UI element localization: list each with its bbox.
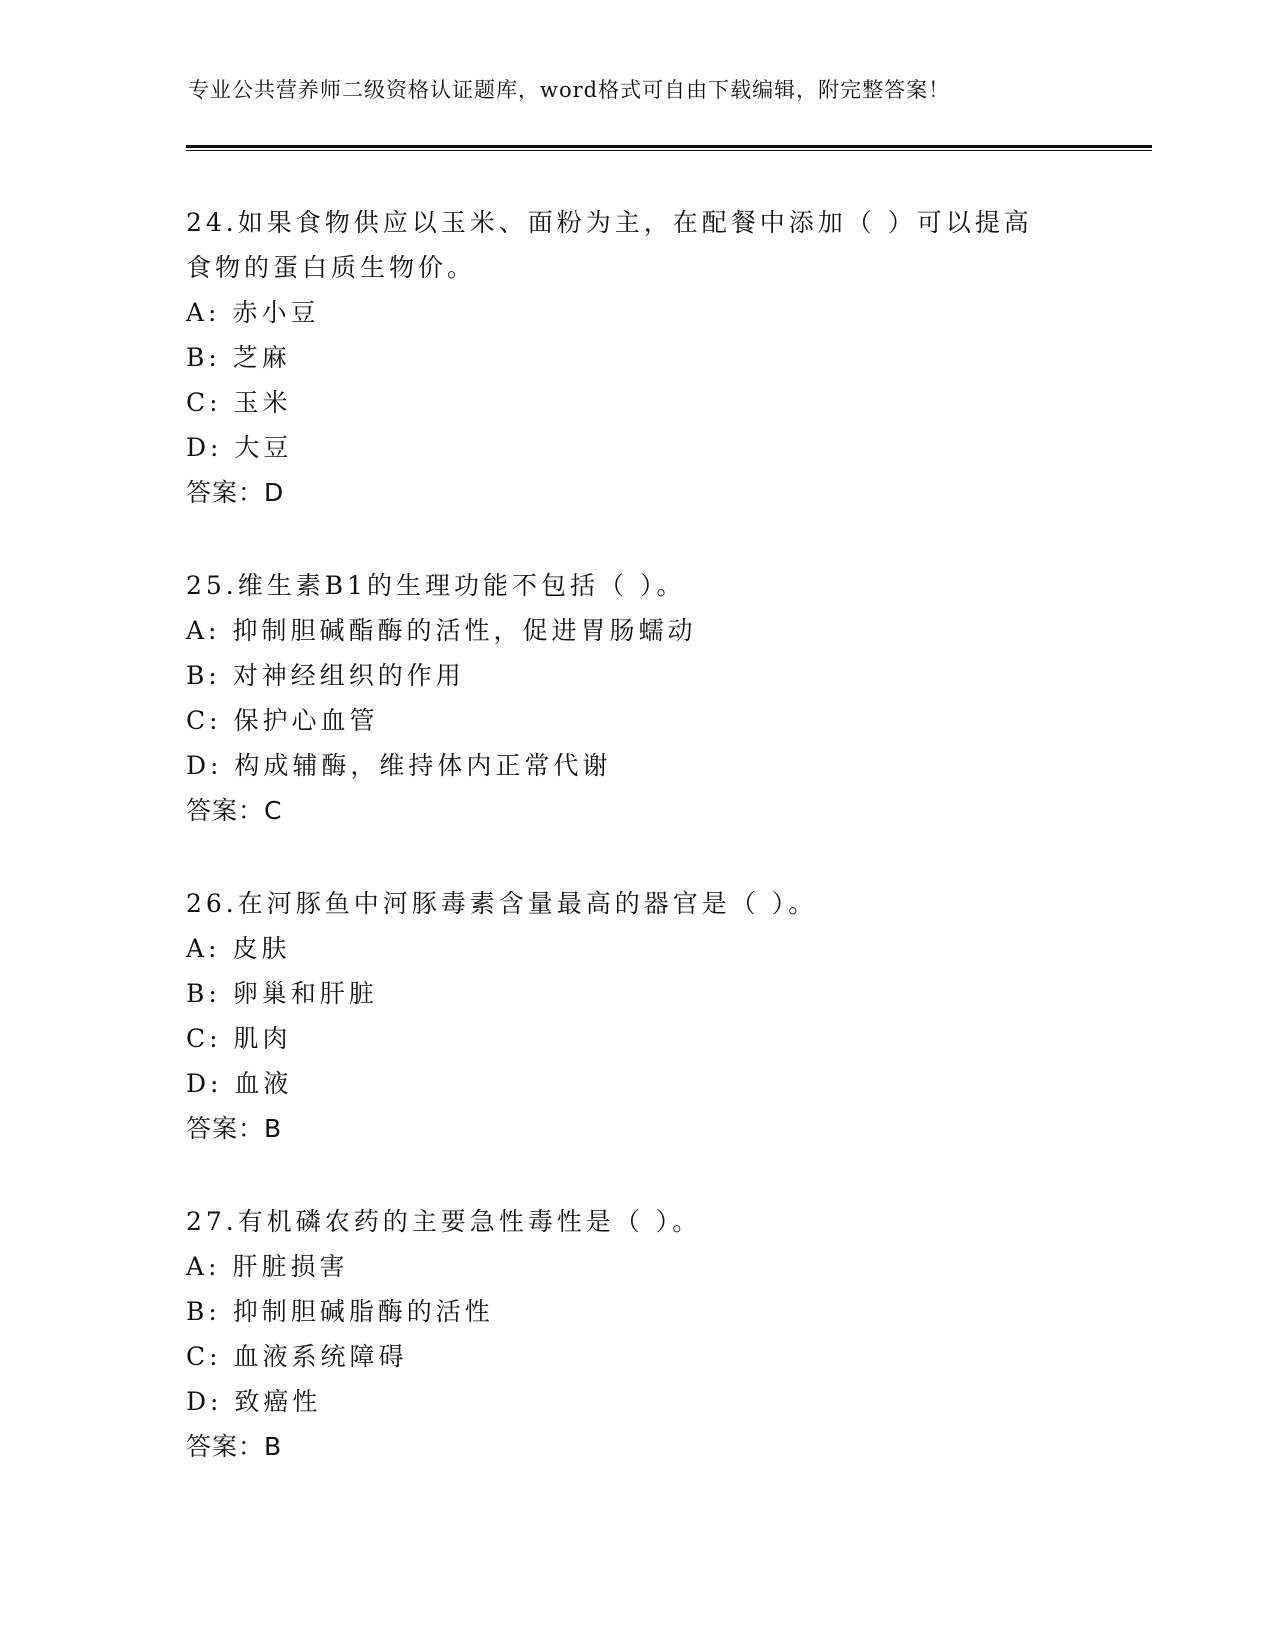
option-text: 构成辅酶，维持体内正常代谢 — [234, 751, 612, 780]
question-stem-line: 27.有机磷农药的主要急性毒性是（ ）。 — [186, 1207, 702, 1236]
question-list — [186, 200, 1126, 1517]
option-letter: D: — [186, 1387, 223, 1416]
option-letter: D: — [186, 433, 223, 462]
option-text: 血液系统障碍 — [233, 1342, 408, 1371]
question-stem — [186, 563, 1126, 608]
option-letter: C: — [186, 706, 222, 735]
question-stem-line: 25.维生素B1的生理功能不包括（ ）。 — [186, 571, 686, 600]
option-a — [186, 290, 1126, 335]
option-letter: A: — [186, 616, 221, 645]
option-text: 芝麻 — [232, 343, 291, 372]
option-text: 肝脏损害 — [232, 1252, 349, 1281]
option-c — [186, 380, 1126, 425]
option-c — [186, 1016, 1126, 1061]
option-b — [186, 1289, 1126, 1334]
option-a — [186, 1244, 1126, 1289]
option-text: 皮肤 — [232, 934, 291, 963]
option-text: 赤小豆 — [232, 298, 320, 327]
question-stem — [186, 881, 1126, 926]
option-letter: A: — [186, 1252, 221, 1281]
question-stem-line: 24.如果食物供应以玉米、面粉为主，在配餐中添加（ ）可以提高 — [186, 208, 1033, 237]
option-text: 血液 — [234, 1069, 293, 1098]
option-b — [186, 971, 1126, 1016]
option-letter: A: — [186, 298, 221, 327]
option-d — [186, 1061, 1126, 1106]
option-letter: C: — [186, 388, 222, 417]
option-letter: B: — [186, 661, 221, 690]
option-a — [186, 926, 1126, 971]
option-letter: B: — [186, 343, 221, 372]
option-letter: A: — [186, 934, 221, 963]
header-rule-thick — [186, 145, 1152, 148]
answer-label: 答案：C — [186, 796, 283, 825]
answer-label: 答案：B — [186, 1432, 283, 1461]
question-27 — [186, 1199, 1126, 1469]
option-c — [186, 1334, 1126, 1379]
option-text: 对神经组织的作用 — [232, 661, 465, 690]
option-letter: D: — [186, 1069, 223, 1098]
option-letter: C: — [186, 1342, 222, 1371]
question-24 — [186, 200, 1126, 515]
option-letter: C: — [186, 1024, 222, 1053]
option-letter: B: — [186, 1297, 221, 1326]
option-d — [186, 1379, 1126, 1424]
answer-label: 答案：B — [186, 1114, 283, 1143]
option-text: 抑制胆碱酯酶的活性，促进胃肠蠕动 — [232, 616, 697, 645]
option-letter: D: — [186, 751, 223, 780]
option-c — [186, 698, 1126, 743]
option-a — [186, 608, 1126, 653]
option-text: 大豆 — [234, 433, 293, 462]
question-26 — [186, 881, 1126, 1151]
header-rule-thin — [186, 150, 1152, 151]
option-letter: B: — [186, 979, 221, 1008]
option-text: 致癌性 — [234, 1387, 322, 1416]
answer-label: 答案：D — [186, 478, 285, 507]
option-text: 保护心血管 — [233, 706, 379, 735]
question-stem-line: 26.在河豚鱼中河豚毒素含量最高的器官是（ ）。 — [186, 889, 818, 918]
option-text: 卵巢和肝脏 — [232, 979, 378, 1008]
question-stem — [186, 200, 1126, 290]
question-stem — [186, 1199, 1126, 1244]
option-d — [186, 425, 1126, 470]
question-stem-line: 食物的蛋白质生物价。 — [186, 253, 477, 282]
option-text: 肌肉 — [233, 1024, 292, 1053]
option-b — [186, 335, 1126, 380]
option-b — [186, 653, 1126, 698]
option-text: 玉米 — [233, 388, 292, 417]
question-25 — [186, 563, 1126, 833]
option-d — [186, 743, 1126, 788]
option-text: 抑制胆碱脂酶的活性 — [232, 1297, 494, 1326]
page-header: 专业公共营养师二级资格认证题库，word格式可自由下载编辑，附完整答案！ — [188, 78, 951, 102]
